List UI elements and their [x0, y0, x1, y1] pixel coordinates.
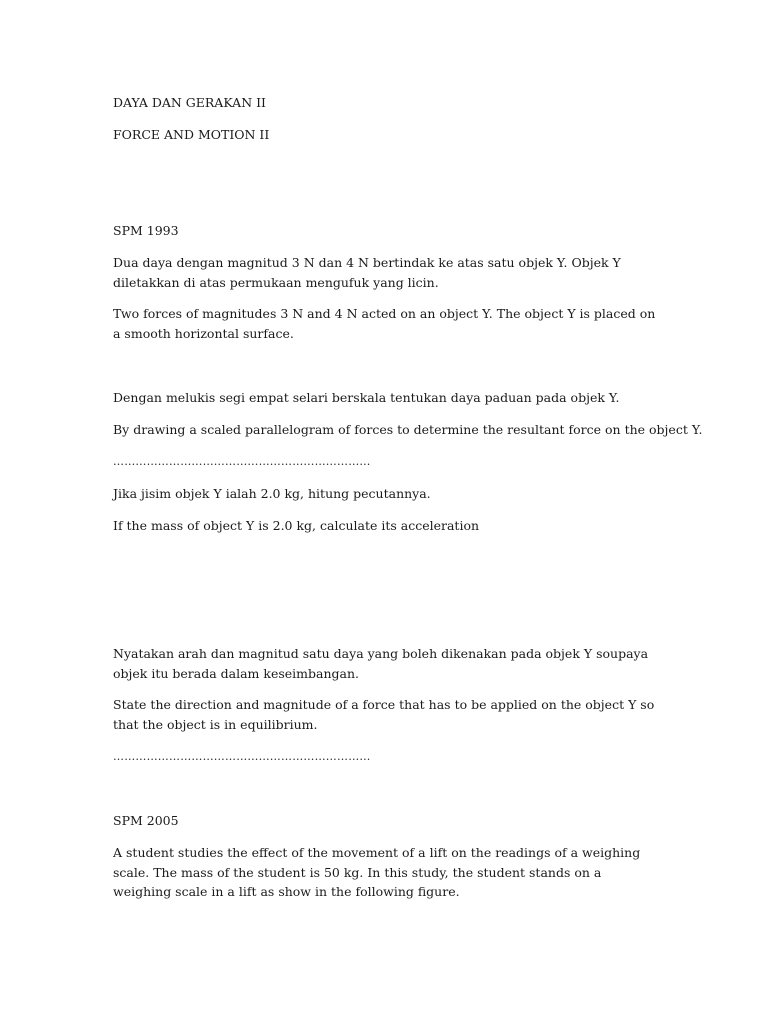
question-1-malay: Dengan melukis segi empat selari berskala tentukan daya paduan pada objek Y. [113, 390, 620, 405]
answer-line-2: …………………………………………………………… [113, 750, 371, 763]
title-english: FORCE AND MOTION II [113, 127, 270, 142]
question-3-malay: Nyatakan arah dan magnitud satu daya yang boleh dikenakan pada objek Y soupaya objek itu berada dalam keseimbangan. [113, 646, 649, 681]
title-malay: DAYA DAN GERAKAN II [113, 95, 266, 110]
question-3-english: State the direction and magnitude of a force that has to be applied on the object Y so that the object is in equilibrium. [113, 697, 655, 732]
section-2-intro-paragraph: A student studies the effect of the movement of a lift on the readings of a weighing scale. The mass of the student is 50 kg. In this study, the student stands on a weighing scale in a lift as show in the following figure. [113, 845, 641, 899]
answer-line-1: …………………………………………………………… [113, 455, 371, 468]
intro-paragraph-english: Two forces of magnitudes 3 N and 4 N acted on an object Y. The object Y is placed on a smooth horizontal surface. [113, 306, 656, 341]
intro-paragraph-malay: Dua daya dengan magnitud 3 N dan 4 N bertindak ke atas satu objek Y. Objek Y diletakkan di atas permukaan mengufuk yang licin. [113, 255, 621, 290]
question-2-malay: Jika jisim objek Y ialah 2.0 kg, hitung pecutannya. [113, 486, 431, 501]
question-1-english: By drawing a scaled parallelogram of forces to determine the resultant force on the object Y. [113, 422, 703, 437]
section-heading-spm-1993: SPM 1993 [113, 223, 179, 238]
section-heading-spm-2005: SPM 2005 [113, 813, 179, 828]
question-2-english: If the mass of object Y is 2.0 kg, calculate its acceleration [113, 518, 480, 533]
